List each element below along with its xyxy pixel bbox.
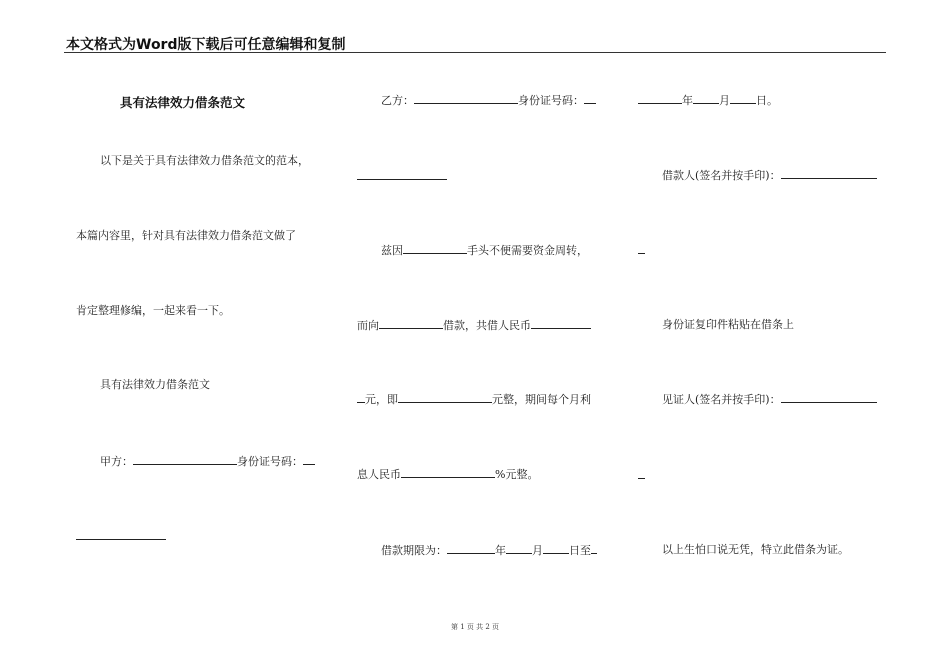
borrow-prefix: 而向: [357, 319, 379, 332]
party-a-id-blank: [303, 454, 315, 465]
start-year-blank: [447, 543, 495, 554]
column-2: [357, 0, 607, 672]
closing-statement: 以上生怕口说无凭，特立此借条为证。: [662, 543, 849, 556]
amount-blank-cont: [357, 392, 365, 403]
party-b-id-label: 身份证号码：: [518, 94, 584, 107]
end-year-blank: [638, 93, 682, 104]
reason-line: [381, 243, 588, 258]
yuan-prefix: 元，即: [365, 393, 398, 406]
reason-blank: [403, 243, 467, 254]
interest-line: [357, 467, 538, 482]
period-year: 年: [495, 544, 506, 557]
period-line: [381, 543, 597, 558]
witness-signature-blank: [781, 392, 877, 403]
start-day-blank: [543, 543, 569, 554]
reason-prefix: 兹因: [381, 244, 403, 257]
party-a-id-blank-cont: [76, 539, 166, 540]
party-a-blank: [133, 454, 237, 465]
reason-suffix: 手头不便需要资金周转，: [467, 244, 588, 257]
id-copy-note: 身份证复印件粘贴在借条上: [662, 318, 794, 331]
amount-blank: [531, 318, 591, 329]
end-date-blank: [591, 543, 597, 554]
party-b-line: [381, 93, 596, 108]
amount-caps-blank: [398, 392, 492, 403]
borrower-signature-blank: [781, 168, 877, 179]
party-b-blank: [414, 93, 518, 104]
party-a-line: [100, 454, 315, 469]
end-day-blank: [730, 93, 756, 104]
intro-line-3: 肯定整理修编，一起来看一下。: [76, 304, 230, 317]
period-label: 借款期限为：: [381, 544, 447, 557]
amount-line: [357, 392, 591, 407]
party-b-id-blank: [584, 93, 596, 104]
period-day-to: 日至: [569, 544, 591, 557]
witness-signature-blank-cont: [638, 478, 645, 479]
period-month: 月: [532, 544, 543, 557]
end-year: 年: [682, 94, 693, 107]
column-1: [76, 0, 324, 672]
document-title: 具有法律效力借条范文: [120, 95, 246, 110]
party-b-id-blank-cont: [357, 179, 447, 180]
interest-prefix: 息人民币: [357, 468, 401, 481]
party-a-label: 甲方：: [100, 455, 133, 468]
interest-blank: [401, 467, 495, 478]
borrow-mid: 借款，共借人民币: [443, 319, 531, 332]
lender-blank: [379, 318, 443, 329]
party-b-label: 乙方：: [381, 94, 414, 107]
witness-line: [662, 392, 877, 407]
borrower-signature-blank-cont: [638, 253, 645, 254]
start-month-blank: [506, 543, 532, 554]
sample-subtitle: 具有法律效力借条范文: [100, 378, 210, 391]
header-title: 本文格式为Word版下载后可任意编辑和复制: [66, 37, 346, 53]
end-date-line: [638, 93, 778, 108]
interest-suffix: %元整。: [495, 468, 539, 481]
end-month: 月: [719, 94, 730, 107]
witness-label: 见证人(签名并按手印)：: [662, 393, 781, 406]
end-month-blank: [693, 93, 719, 104]
intro-line-2: 本篇内容里，针对具有法律效力借条范文做了: [76, 229, 296, 242]
page-footer: 第 1 页 共 2 页: [450, 623, 500, 631]
borrower-label: 借款人(签名并按手印)：: [662, 169, 781, 182]
end-day: 日。: [756, 94, 778, 107]
borrow-line: [357, 318, 591, 333]
party-a-id-label: 身份证号码：: [237, 455, 303, 468]
column-3: [638, 0, 888, 672]
borrower-line: [662, 168, 877, 183]
intro-line-1: 以下是关于具有法律效力借条范文的范本，: [100, 154, 309, 167]
yuan-suffix: 元整，期间每个月利: [492, 393, 591, 406]
